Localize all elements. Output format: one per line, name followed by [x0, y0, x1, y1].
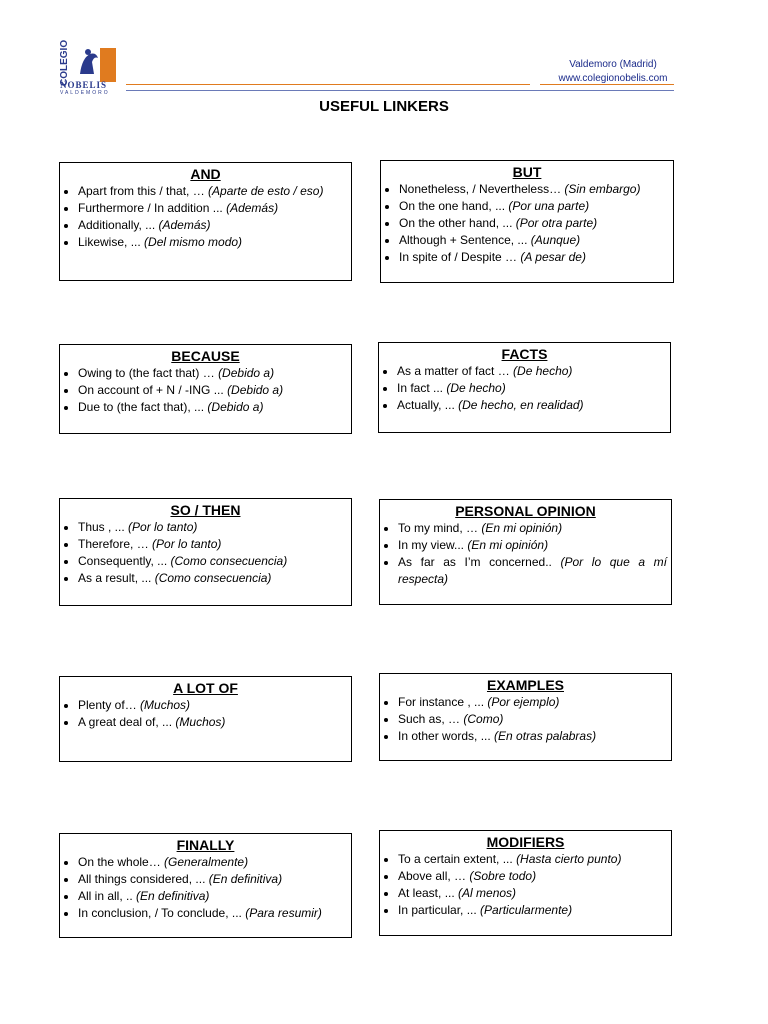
box-personal-opinion: [379, 499, 672, 605]
linker-list: [384, 520, 667, 588]
linker-spanish: (Aparte de esto / eso): [208, 184, 324, 198]
linker-item: [399, 215, 669, 232]
linker-spanish: (Del mismo modo): [144, 235, 243, 249]
linker-item: [398, 868, 667, 885]
linker-english: Actually, ...: [397, 398, 459, 412]
linker-english: In particular, ...: [398, 903, 481, 917]
linker-spanish: (En otras palabras): [494, 729, 597, 743]
linker-item: [398, 537, 667, 554]
linker-spanish: (Muchos): [175, 715, 226, 729]
linker-spanish: (Muchos): [140, 698, 191, 712]
linker-english: Thus , ...: [78, 520, 129, 534]
box-heading: BECAUSE: [171, 348, 240, 364]
linker-english: Plenty of…: [78, 698, 141, 712]
linker-list: [384, 694, 667, 745]
linker-english: Owing to (the fact that) …: [78, 366, 219, 380]
box-finally: [59, 833, 352, 938]
linker-spanish: (Por lo tanto): [128, 520, 198, 534]
box-heading: SO / THEN: [170, 502, 241, 518]
box-because: [59, 344, 352, 434]
linker-spanish: (Aunque): [530, 233, 581, 247]
linker-spanish: (Generalmente): [164, 855, 249, 869]
linker-spanish: (De hecho, en realidad): [458, 398, 584, 412]
linker-list: [64, 854, 347, 922]
logo-subtitle: VALDEMORO: [60, 90, 110, 96]
linker-item: [78, 888, 347, 905]
linker-english: In spite of / Despite …: [399, 250, 521, 264]
linker-english: For instance , ...: [398, 695, 488, 709]
linker-english: Due to (the fact that), ...: [78, 400, 208, 414]
page-header: [0, 0, 768, 100]
linker-spanish: (Como consecuencia): [154, 571, 272, 585]
box-but: [380, 160, 674, 283]
linker-list: [383, 363, 666, 414]
linker-english: On the one hand, ...: [399, 199, 509, 213]
linker-spanish: (En definitiva): [208, 872, 283, 886]
linker-spanish: (Debido a): [227, 383, 284, 397]
box-heading: PERSONAL OPINION: [455, 503, 596, 519]
box-a-lot-of: [59, 676, 352, 762]
linker-item: [78, 697, 347, 714]
linker-list: [384, 851, 667, 919]
box-so-then: [59, 498, 352, 606]
linker-english: Furthermore / In addition ...: [78, 201, 227, 215]
linker-item: [398, 694, 667, 711]
linker-english: As far as I’m concerned..: [398, 555, 561, 569]
logo-name: NOBELIS: [60, 80, 108, 90]
header-divider-orange-right: [540, 84, 674, 85]
linker-english: Consequently, ...: [78, 554, 171, 568]
linker-item: [397, 363, 666, 380]
linker-english: In conclusion, / To conclude, ...: [78, 906, 246, 920]
linker-english: As a matter of fact …: [397, 364, 514, 378]
box-heading: AND: [190, 166, 221, 182]
linker-list: [385, 181, 669, 266]
box-examples: [379, 673, 672, 761]
linker-english: To my mind, …: [398, 521, 482, 535]
linker-item: [78, 536, 347, 553]
linker-spanish: (Para resumir): [245, 906, 322, 920]
contact-location: Valdemoro (Madrid): [569, 59, 657, 70]
linker-spanish: (En definitiva): [136, 889, 210, 903]
linker-english: Additionally, ...: [78, 218, 159, 232]
linker-spanish: (Particularmente): [480, 903, 573, 917]
linker-english: All things considered, ...: [78, 872, 209, 886]
linker-item: [398, 851, 667, 868]
linker-item: [78, 553, 347, 570]
linker-english: A great deal of, ...: [78, 715, 176, 729]
box-modifiers: [379, 830, 672, 936]
linker-spanish: (Por lo que a mí respecta): [398, 555, 667, 586]
linker-english: On the whole…: [78, 855, 165, 869]
linker-item: [78, 905, 347, 922]
linker-item: [78, 365, 347, 382]
linker-spanish: (A pesar de): [520, 250, 586, 264]
linker-spanish: (Por lo tanto): [152, 537, 222, 551]
page-title: USEFUL LINKERS: [319, 98, 449, 115]
school-logo: [59, 39, 120, 96]
box-facts: [378, 342, 671, 433]
linker-item: [78, 200, 347, 217]
linker-english: On account of + N / -ING ...: [78, 383, 228, 397]
linker-spanish: (Por ejemplo): [487, 695, 560, 709]
linker-item: [78, 519, 347, 536]
linker-item: [398, 728, 667, 745]
box-heading: FACTS: [501, 346, 548, 362]
box-heading: FINALLY: [176, 837, 235, 853]
linker-english: Above all, …: [398, 869, 470, 883]
linker-spanish: (De hecho): [513, 364, 573, 378]
linker-item: [397, 397, 666, 414]
linker-list: [64, 519, 347, 587]
linker-english: Such as, …: [398, 712, 464, 726]
linker-english: Nonetheless, / Nevertheless…: [399, 182, 565, 196]
linker-item: [399, 181, 669, 198]
box-heading: MODIFIERS: [486, 834, 565, 850]
linker-item: [78, 854, 347, 871]
linker-item: [397, 380, 666, 397]
linker-item: [78, 714, 347, 731]
linker-english: On the other hand, ...: [399, 216, 516, 230]
linker-list: [64, 697, 347, 731]
linker-english: At least, ...: [398, 886, 459, 900]
linker-english: To a certain extent, ...: [398, 852, 517, 866]
linker-item: [399, 249, 669, 266]
linker-spanish: (Como): [463, 712, 504, 726]
linker-item: [78, 382, 347, 399]
linker-english: Although + Sentence, ...: [399, 233, 531, 247]
linker-item: [78, 183, 347, 200]
linker-spanish: (Al menos): [458, 886, 517, 900]
linker-item: [398, 711, 667, 728]
linker-spanish: (Sin embargo): [564, 182, 641, 196]
box-heading: EXAMPLES: [486, 677, 564, 693]
contact-website[interactable]: www.colegionobelis.com: [558, 73, 668, 84]
linker-item: [399, 232, 669, 249]
linker-item: [78, 399, 347, 416]
linker-list: [64, 183, 347, 251]
linker-item: [78, 871, 347, 888]
linker-english: In other words, ...: [398, 729, 495, 743]
linker-spanish: (En mi opinión): [481, 521, 563, 535]
linker-item: [398, 902, 667, 919]
linker-spanish: (Como consecuencia): [170, 554, 288, 568]
linker-item: [398, 885, 667, 902]
linker-spanish: (Hasta cierto punto): [516, 852, 622, 866]
linker-spanish: (Sobre todo): [469, 869, 537, 883]
header-divider-orange: [126, 84, 530, 85]
header-divider-blue: [126, 90, 674, 91]
linker-spanish: (Además): [158, 218, 211, 232]
linker-spanish: (Por otra parte): [515, 216, 598, 230]
linker-item: [78, 217, 347, 234]
logo-vertical-text: COLEGIO: [59, 39, 70, 86]
box-and: [59, 162, 352, 281]
linker-english: In fact ...: [397, 381, 447, 395]
box-heading: A LOT OF: [173, 680, 238, 696]
linker-list: [64, 365, 347, 416]
linker-item: [398, 520, 667, 537]
linker-item: [398, 554, 667, 588]
linker-item: [78, 570, 347, 587]
linker-spanish: (En mi opinión): [467, 538, 549, 552]
linker-english: As a result, ...: [78, 571, 155, 585]
linker-spanish: (De hecho): [446, 381, 506, 395]
linker-english: In my view...: [398, 538, 468, 552]
linker-english: All in all, ..: [78, 889, 137, 903]
box-heading: BUT: [512, 164, 542, 180]
linker-english: Apart from this / that, …: [78, 184, 209, 198]
linker-english: Likewise, ...: [78, 235, 145, 249]
linker-item: [399, 198, 669, 215]
linker-spanish: (Debido a): [207, 400, 264, 414]
linker-item: [78, 234, 347, 251]
linker-spanish: (Debido a): [218, 366, 275, 380]
linker-spanish: (Además): [226, 201, 279, 215]
linker-spanish: (Por una parte): [508, 199, 590, 213]
linker-english: Therefore, …: [78, 537, 153, 551]
contact-info: [548, 58, 678, 86]
